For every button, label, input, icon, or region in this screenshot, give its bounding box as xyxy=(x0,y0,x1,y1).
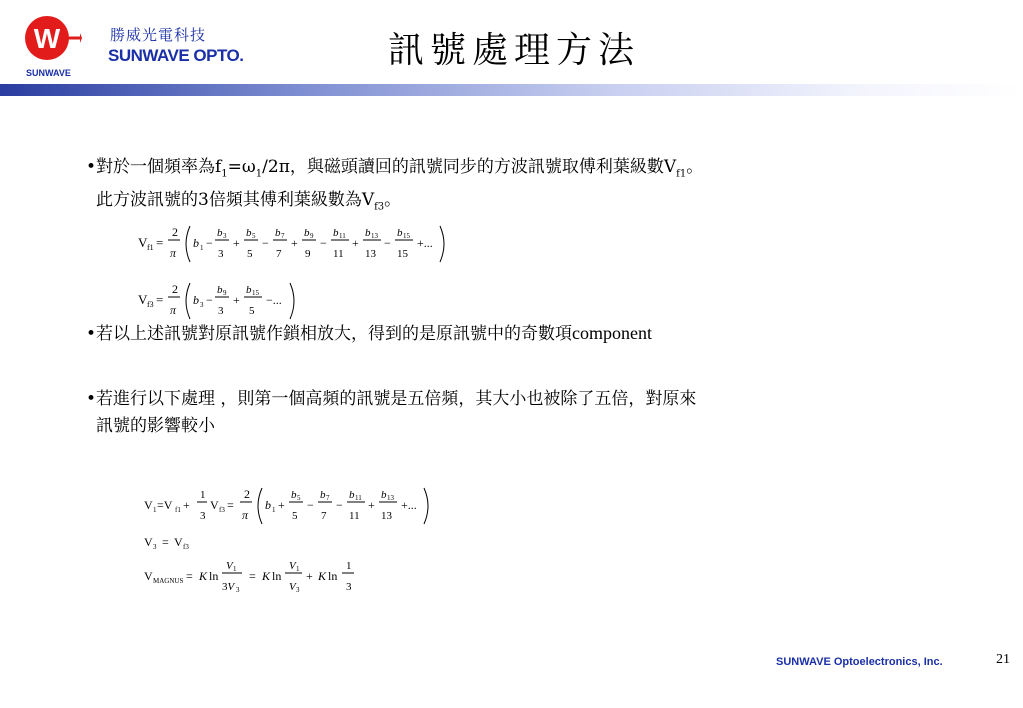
equation-v3 xyxy=(144,532,224,556)
svg-text:7: 7 xyxy=(281,232,285,240)
svg-text:7: 7 xyxy=(276,248,282,260)
svg-text:b: b xyxy=(217,284,223,296)
svg-text:π: π xyxy=(242,508,249,522)
svg-text:11: 11 xyxy=(349,510,360,522)
svg-text:b: b xyxy=(193,293,199,307)
svg-text:b: b xyxy=(217,227,223,239)
svg-text:b: b xyxy=(246,227,252,239)
svg-text:9: 9 xyxy=(223,289,227,297)
svg-text:−: − xyxy=(206,236,213,250)
svg-text:15: 15 xyxy=(252,289,259,297)
svg-text:5: 5 xyxy=(297,494,301,502)
svg-text:1: 1 xyxy=(296,565,300,573)
page-number: 21 xyxy=(996,652,1010,667)
svg-text:=V: =V xyxy=(157,498,173,512)
svg-text:11: 11 xyxy=(339,232,346,240)
svg-text:MAGNUS: MAGNUS xyxy=(153,577,184,585)
svg-text:5: 5 xyxy=(249,305,255,317)
svg-text:13: 13 xyxy=(381,510,392,522)
svg-text:3: 3 xyxy=(296,586,300,594)
svg-text:1: 1 xyxy=(272,506,276,514)
svg-text:b: b xyxy=(304,227,310,239)
svg-text:3: 3 xyxy=(200,301,204,309)
svg-text:7: 7 xyxy=(326,494,330,502)
svg-text:9: 9 xyxy=(310,232,314,240)
svg-text:=: = xyxy=(156,235,164,250)
svg-text:2: 2 xyxy=(172,282,178,296)
svg-text:7: 7 xyxy=(321,510,327,522)
slide-title: 訊號處理方法 xyxy=(388,30,641,71)
svg-text:π: π xyxy=(170,246,177,260)
svg-text:b: b xyxy=(333,227,339,239)
svg-text:9: 9 xyxy=(305,248,311,260)
svg-text:15: 15 xyxy=(403,232,410,240)
svg-text:b: b xyxy=(381,489,387,501)
svg-text:1: 1 xyxy=(346,560,352,572)
svg-text:3: 3 xyxy=(218,305,224,317)
svg-text:13: 13 xyxy=(371,232,378,240)
svg-text:=: = xyxy=(162,535,169,549)
bullet-marker: • xyxy=(86,157,97,177)
svg-text:5: 5 xyxy=(247,248,253,260)
svg-text:b: b xyxy=(275,227,281,239)
bullet-2: •若以上述訊號對原訊號作鎖相放大，得到的是原訊號中的奇數項component xyxy=(86,320,652,348)
svg-text:−: − xyxy=(262,236,269,250)
bullet-3: •若進行以下處理 ，則第一個高頻的訊號是五倍頻，其大小也被除了五倍，對原來 訊號的影響較小 xyxy=(86,386,696,440)
bullet-marker: • xyxy=(86,389,97,409)
svg-text:f3: f3 xyxy=(219,506,225,514)
svg-text:V: V xyxy=(144,498,153,512)
svg-text:b: b xyxy=(320,489,326,501)
equation-v1 xyxy=(144,484,444,532)
equation-vmagnus xyxy=(144,556,394,604)
svg-text:+: + xyxy=(352,236,359,250)
logo-small-text: SUNWAVE xyxy=(26,68,71,78)
svg-text:5: 5 xyxy=(292,510,298,522)
svg-text:=: = xyxy=(186,569,193,583)
svg-text:1: 1 xyxy=(233,565,237,573)
bullet-marker: • xyxy=(86,324,97,344)
svg-text:1: 1 xyxy=(153,506,157,514)
svg-text:b: b xyxy=(365,227,371,239)
svg-text:5: 5 xyxy=(252,232,256,240)
svg-text:+...: +... xyxy=(417,236,433,250)
svg-text:+: + xyxy=(368,498,375,512)
equation-vf1 xyxy=(138,222,458,270)
svg-text:f3: f3 xyxy=(147,300,154,309)
svg-text:V: V xyxy=(138,235,148,250)
svg-text:V: V xyxy=(174,535,183,549)
svg-text:K: K xyxy=(262,569,271,583)
svg-text:15: 15 xyxy=(397,248,408,260)
svg-text:2: 2 xyxy=(172,225,178,239)
svg-text:=: = xyxy=(156,292,164,307)
svg-text:V: V xyxy=(210,498,219,512)
svg-text:+: + xyxy=(233,293,240,307)
svg-text:+: + xyxy=(233,236,240,250)
svg-text:V: V xyxy=(226,560,233,572)
svg-text:=: = xyxy=(227,498,234,512)
svg-text:11: 11 xyxy=(355,494,362,502)
svg-text:V: V xyxy=(138,292,148,307)
bullet-1: •對於一個頻率為$f_1=\omega_1/2\pi$，與磁頭讀回的訊號同步的方波訊號取傅利葉級數$V_{f1}$。 此方波訊號的3倍頻其傅利葉級數為$V_{f3}$。 xyxy=(86,154,703,221)
svg-text:−: − xyxy=(206,293,213,307)
svg-text:3V: 3V xyxy=(222,581,235,593)
svg-text:+...: +... xyxy=(401,498,417,512)
svg-text:V: V xyxy=(289,560,296,572)
svg-text:ln: ln xyxy=(328,569,338,583)
svg-text:ln: ln xyxy=(272,569,282,583)
svg-text:V: V xyxy=(144,569,153,583)
svg-text:b: b xyxy=(291,489,297,501)
svg-text:2: 2 xyxy=(244,487,250,501)
svg-text:−: − xyxy=(320,236,327,250)
svg-text:+: + xyxy=(278,498,285,512)
svg-text:1: 1 xyxy=(200,489,206,501)
company-name-zh: 勝威光電科技 xyxy=(110,26,207,44)
svg-text:V: V xyxy=(144,535,153,549)
svg-text:+: + xyxy=(291,236,298,250)
svg-text:+: + xyxy=(183,498,190,512)
svg-text:3: 3 xyxy=(236,586,240,594)
svg-text:f1: f1 xyxy=(175,506,181,514)
company-name-en: SUNWAVE OPTO. xyxy=(108,46,244,65)
svg-text:K: K xyxy=(318,569,327,583)
svg-text:3: 3 xyxy=(218,248,224,260)
svg-text:3: 3 xyxy=(223,232,227,240)
svg-text:−: − xyxy=(384,236,391,250)
svg-text:3: 3 xyxy=(153,543,157,551)
svg-text:b: b xyxy=(349,489,355,501)
svg-text:−: − xyxy=(307,498,314,512)
svg-text:V: V xyxy=(289,581,296,593)
svg-text:f1: f1 xyxy=(147,243,154,252)
svg-text:=: = xyxy=(249,569,256,583)
svg-text:3: 3 xyxy=(200,510,206,522)
footer-company: SUNWAVE Optoelectronics, Inc. xyxy=(776,656,943,668)
svg-text:π: π xyxy=(170,303,177,317)
svg-text:b: b xyxy=(246,284,252,296)
svg-text:−...: −... xyxy=(266,293,282,307)
svg-text:3: 3 xyxy=(346,581,352,593)
svg-text:b: b xyxy=(193,236,199,250)
svg-text:−: − xyxy=(336,498,343,512)
header-gradient-band xyxy=(0,84,1023,96)
svg-text:ln: ln xyxy=(209,569,219,583)
svg-text:b: b xyxy=(397,227,403,239)
svg-text:f3: f3 xyxy=(183,543,189,551)
svg-text:13: 13 xyxy=(365,248,376,260)
svg-text:1: 1 xyxy=(200,244,204,252)
svg-text:13: 13 xyxy=(387,494,394,502)
sunwave-logo xyxy=(22,14,82,76)
svg-text:b: b xyxy=(265,498,271,512)
svg-text:K: K xyxy=(199,569,208,583)
svg-text:+: + xyxy=(306,569,313,583)
svg-text:11: 11 xyxy=(333,248,344,260)
svg-text:W: W xyxy=(33,23,61,54)
